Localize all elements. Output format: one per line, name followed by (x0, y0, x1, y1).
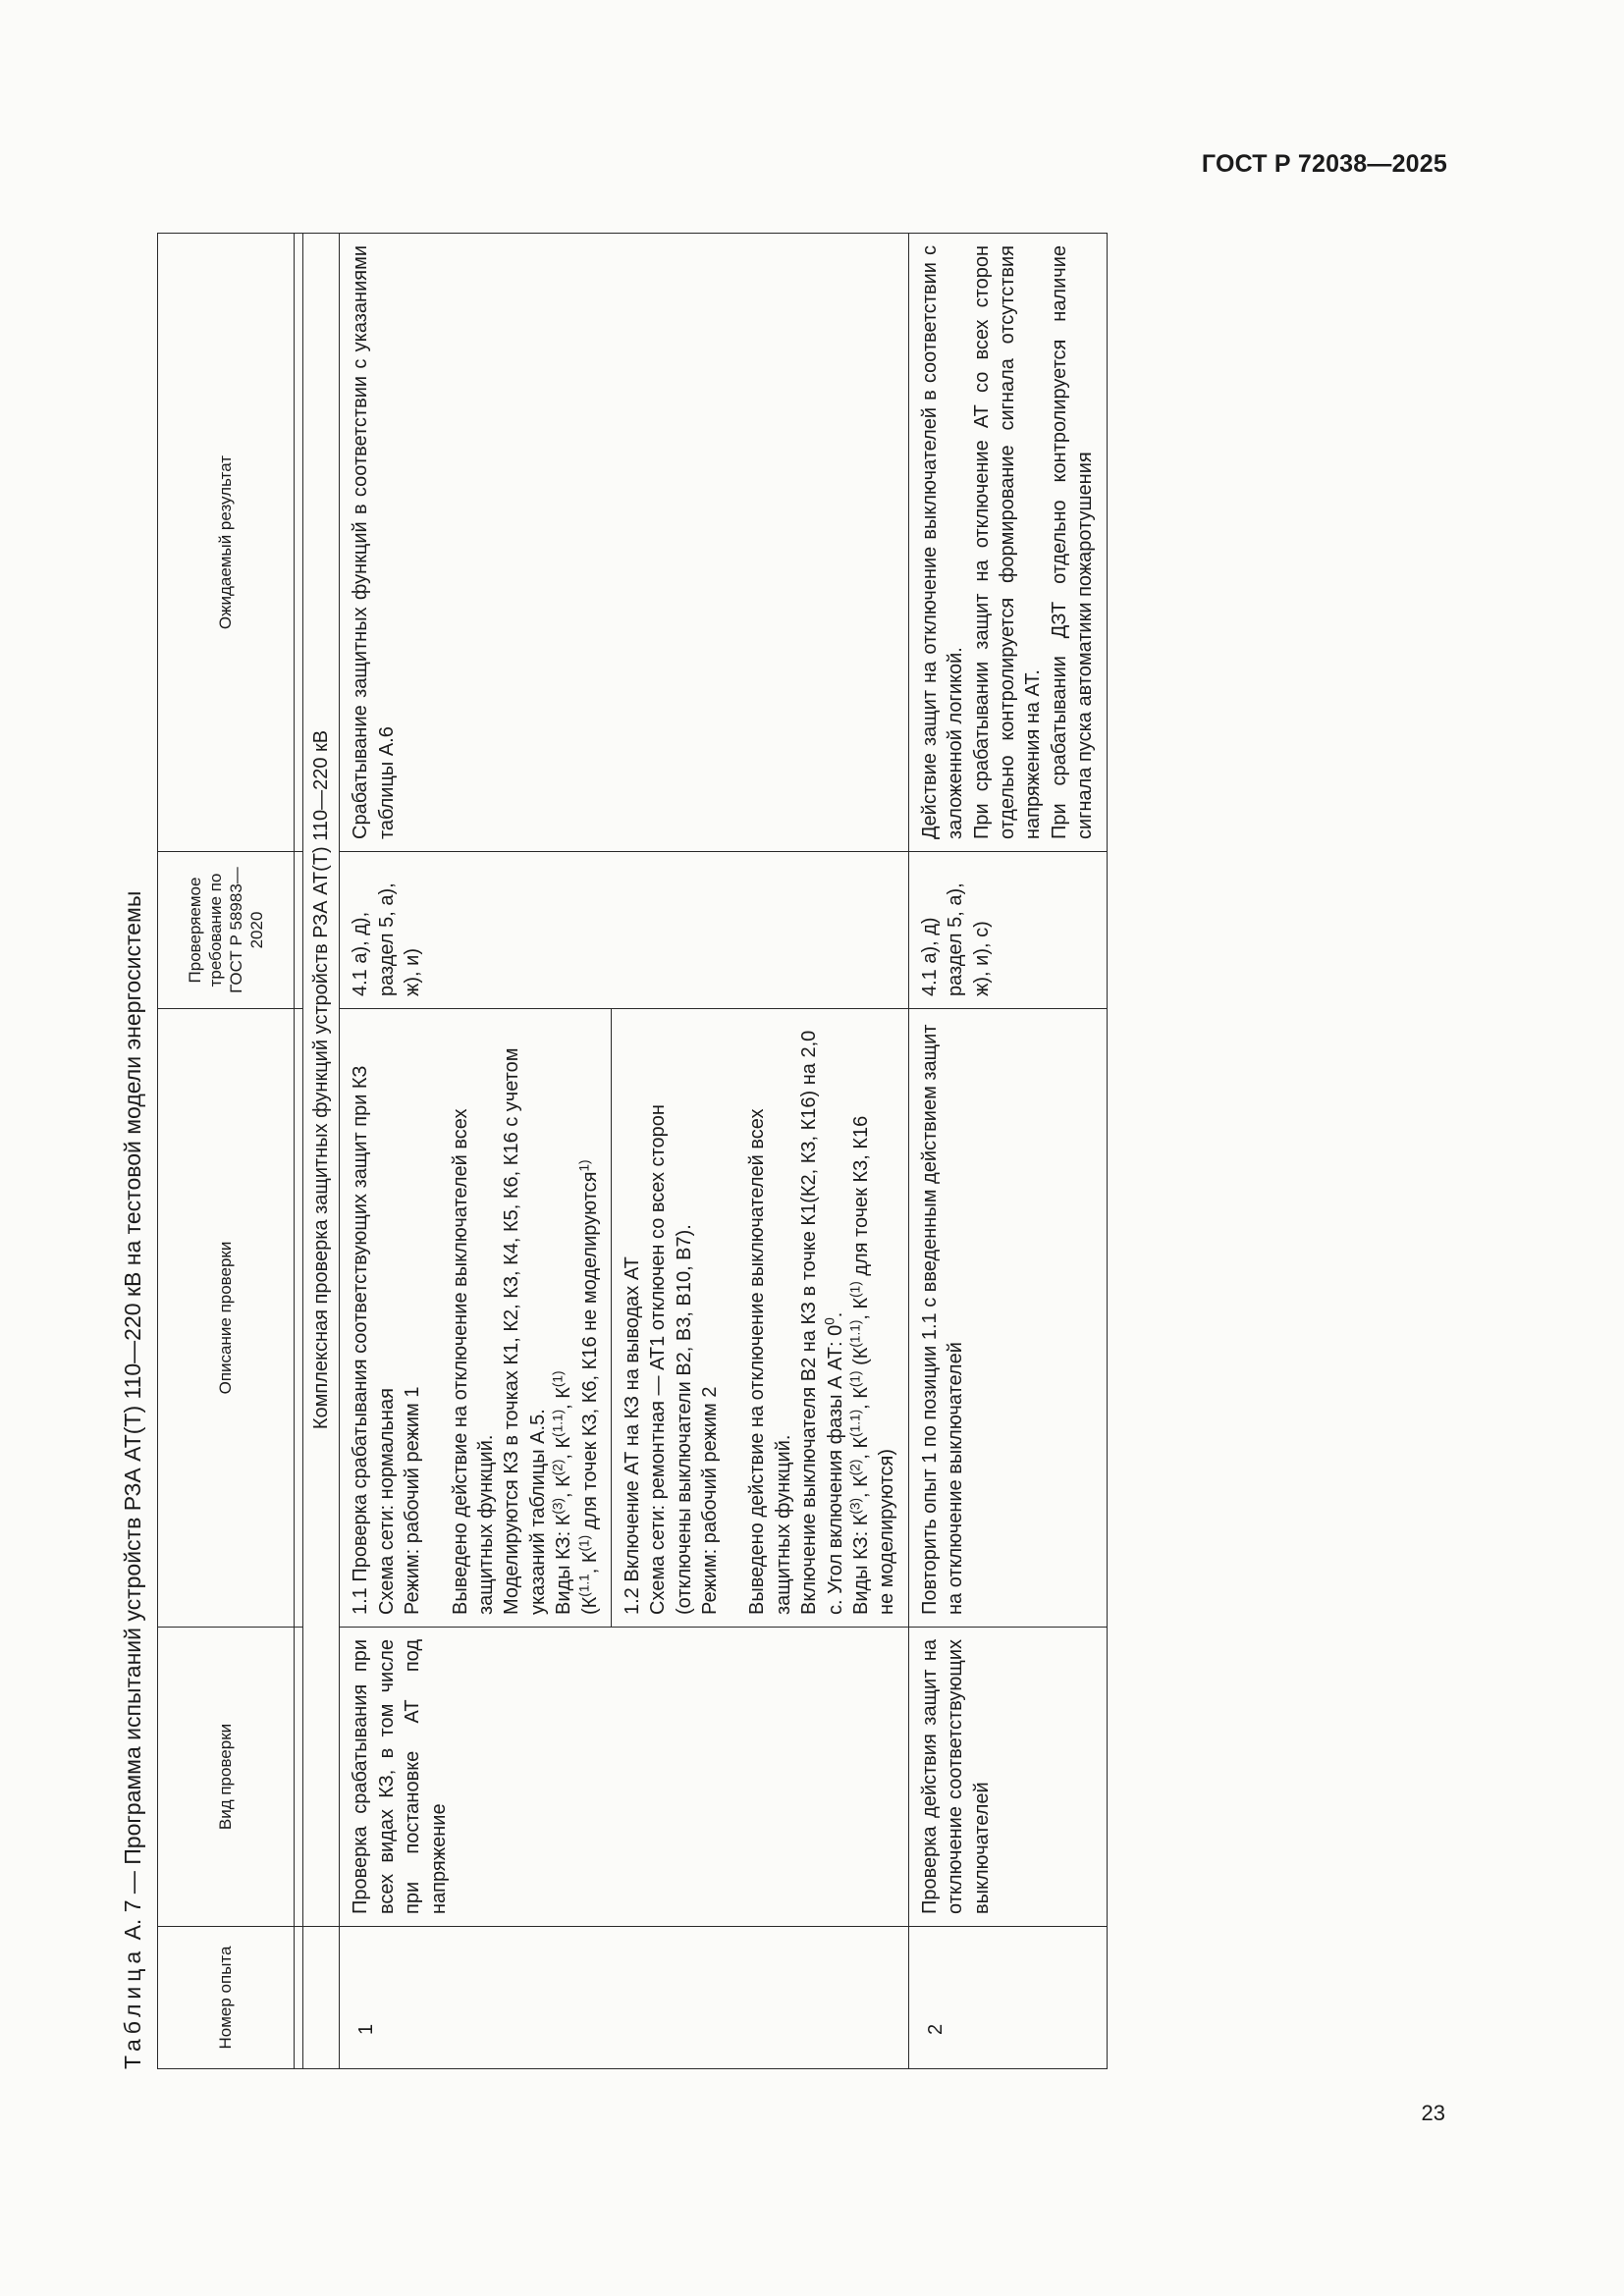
switch-on-line: Включение выключателя В2 на КЗ в точке К1(К2, К3, К16) на 2,0 с. Угол включения фазы А АТ: $0^0$. (798, 1030, 846, 1615)
caption-text: А. 7 — Программа испытаний устройств РЗА АТ(Т) 110—220 кВ на тестовой модели энергосистемы (120, 890, 145, 1941)
table-header-row (158, 234, 295, 2069)
fault-types-note-line: ($К^{(1.1}$, $К^{(1)}$ для точек К3, К6, К16 не моделируются$^{1)}$ (575, 1159, 601, 1615)
table-row (340, 234, 612, 2069)
caption-lead: Таблица (120, 1946, 145, 2069)
table-caption (108, 891, 157, 2069)
test-number: 2 (908, 1927, 1107, 2069)
page-number: 23 (1421, 2101, 1445, 2125)
column-header-number: Номер опыта (158, 1927, 295, 2069)
test-program-table (157, 233, 1108, 2069)
column-header-result: Ожидаемый результат (158, 234, 295, 852)
rotated-table-page (108, 234, 1335, 2069)
test-expected-result: Действие защит на отключение выключателей в соответствии с заложенной логикой. При срабатывании защит на отключение АТ со всех сторон отдельно контролируется формирование сигнала отсутствия напряжения на АТ. При срабатывании ДЗТ отдельно контролируется наличие сигнала пуска автоматики пожаротушения (908, 234, 1107, 852)
document-standard-number: ГОСТ Р 72038—2025 (1201, 150, 1447, 178)
test-kind: Проверка действия защит на отключение соответствующих выключателей (908, 1628, 1107, 1927)
test-requirement: 4.1 а), д) раздел 5, а), ж), и), с) (908, 852, 1107, 1009)
test-description-1-2: 1.2 Включение АТ на КЗ на выводах АТ Схема сети: ремонтная — АТ1 отключен со всех сторон (отключены выключатели В2, В3, В10, В7). Режим: рабочий режим 2 Выведено действие на отключение выключателей всех защитных функций. Включение выключателя В2 на КЗ в точке К1(К2, К3, К16) на 2,0 с. Угол включения фазы А АТ: $0^0$. Виды КЗ: $К^{(3)}$, $К^{(2)}$, $К^{(1.1)}$, $К^{(1)}$ ($К^{(1.1)}$, $К^{(1)}$ для точек К3, К16 не моделируются) (611, 1009, 908, 1628)
test-description-1-1: 1.1 Проверка срабатывания соответствующих защит при КЗ Схема сети: нормальная Режим: рабочий режим 1 Выведено действие на отключение выключателей всех защитных функций. Моделируются КЗ в точках К1, К2, К3, К4, К5, К6, К16 с учетом указаний таблицы А.5. Виды КЗ: $К^{(3)}$, $К^{(2)}$, $К^{(1.1)}$, $К^{(1)}$ ($К^{(1.1}$, $К^{(1)}$ для точек К3, К6, К16 не моделируются$^{1)}$ (340, 1009, 612, 1628)
test-requirement: 4.1 а), д), раздел 5, а), ж), и) (340, 852, 908, 1009)
test-number: 1 (340, 1927, 908, 2069)
table-row (908, 234, 1107, 2069)
section-title: Комплексная проверка защитных функций устройств РЗА АТ(Т) 110—220 кВ (303, 234, 340, 1927)
test-description: Повторить опыт 1 по позиции 1.1 с введенным действием защит на отключение выключателей (908, 1009, 1107, 1628)
fault-types-line: Виды КЗ: $К^{(3)}$, $К^{(2)}$, $К^{(1.1)}$, $К^{(1)}$ ($К^{(1.1)}$, $К^{(1)}$ для точек К3, К16 (847, 1115, 873, 1615)
test-kind: Проверка срабатывания при всех видах КЗ, в том числе при постановке АТ под напряжение (340, 1628, 908, 1927)
table-header-spacer-row (295, 234, 303, 2069)
column-header-requirement: Проверяемое требование по ГОСТ Р 58983—2020 (158, 852, 295, 1009)
section-row (303, 234, 340, 2069)
fault-types-line: Виды КЗ: $К^{(3)}$, $К^{(2)}$, $К^{(1.1)}$, $К^{(1)}$ (550, 1370, 575, 1615)
column-header-description: Описание проверки (158, 1009, 295, 1628)
column-header-kind: Вид проверки (158, 1628, 295, 1927)
test-expected-result: Срабатывание защитных функций в соответствии с указаниями таблицы А.6 (340, 234, 908, 852)
